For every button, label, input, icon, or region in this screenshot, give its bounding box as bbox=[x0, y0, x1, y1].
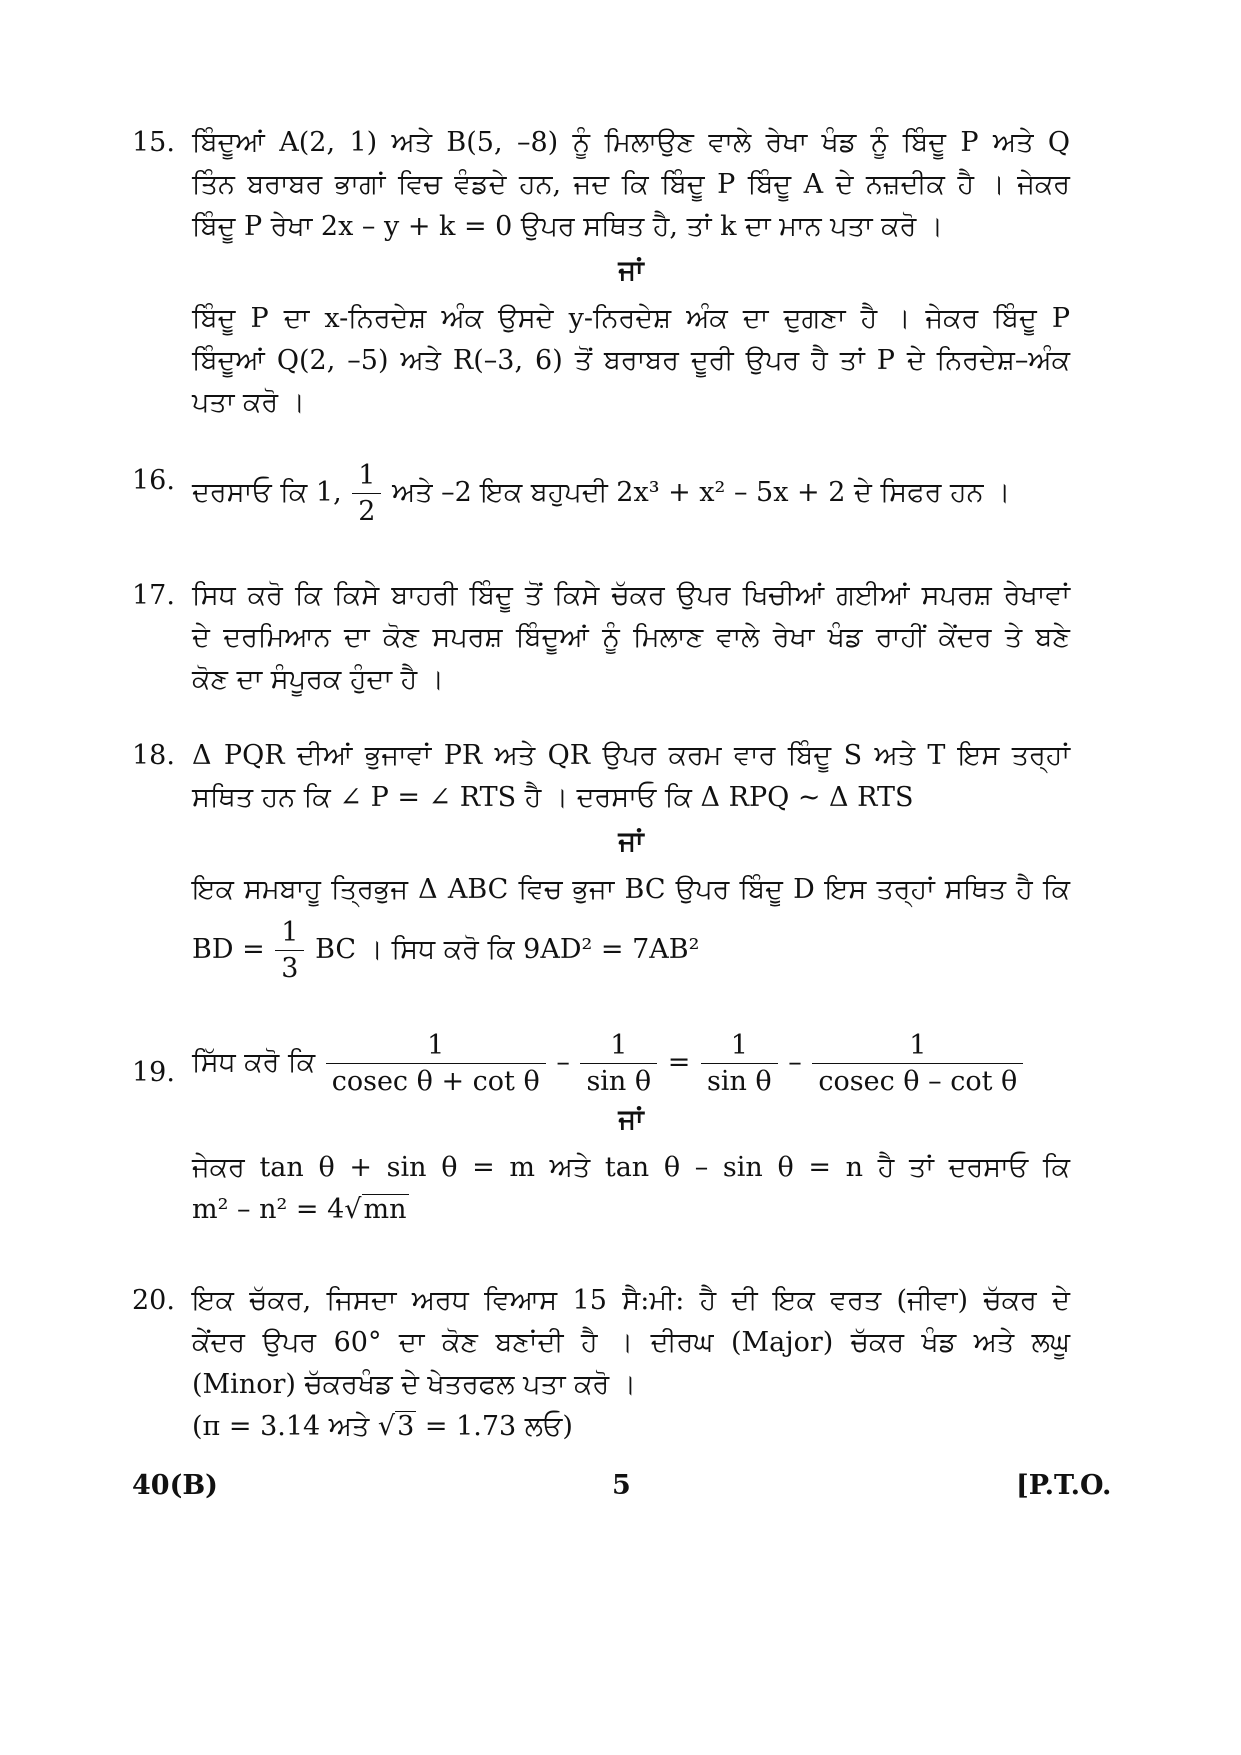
question-body bbox=[192, 460, 1070, 527]
question-text-line bbox=[192, 1406, 1070, 1448]
question-text-line: ਸਿਧ ਕਰੋ ਕਿ ਕਿਸੇ ਬਾਹਰੀ ਬਿੰਦੂ ਤੋਂ ਕਿਸੇ ਚੱਕਰ ਉਪਰ ਖਿਚੀਆਂ ਗਈਆਂ ਸਪਰਸ਼ ਰੇਖਾਵਾਂ bbox=[192, 580, 1070, 611]
question-number: 16. bbox=[132, 465, 175, 496]
fraction-numerator: 1 bbox=[275, 917, 304, 951]
question-text-line: ਦੇ ਦਰਮਿਆਨ ਦਾ ਕੋਣ ਸਪਰਸ਼ ਬਿੰਦੂਆਂ ਨੂੰ ਮਿਲਾਣ ਵਾਲੇ ਰੇਖਾ ਖੰਡ ਰਾਹੀਂ ਕੇਂਦਰ ਤੇ ਬਣੇ bbox=[192, 622, 1070, 653]
text-segment: BC । ਸਿਧ ਕਰੋ ਕਿ 9AD² = 7AB² bbox=[315, 934, 700, 966]
minus-sign: – bbox=[788, 1047, 802, 1079]
question-body bbox=[192, 735, 1070, 984]
text-segment: ਅਤੇ –2 ਇਕ ਬਹੁਪਦੀ 2x³ + x² – 5x + 2 ਦੇ ਸਿਫਰ ਹਨ । bbox=[392, 477, 1011, 509]
question-text-line bbox=[192, 460, 1070, 527]
question-number: 19. bbox=[132, 1057, 175, 1088]
question-18 bbox=[132, 735, 1070, 984]
paper-code: 40(B) bbox=[132, 1470, 218, 1501]
question-number: 17. bbox=[132, 580, 175, 611]
question-text-line: ਬਿੰਦੂਆਂ Q(2, –5) ਅਤੇ R(–3, 6) ਤੋਂ ਬਰਾਬਰ ਦੂਰੀ ਉਪਰ ਹੈ ਤਾਂ P ਦੇ ਨਿਰਦੇਸ਼–ਅੰਕ bbox=[192, 345, 1070, 376]
text-segment: BD = bbox=[192, 934, 265, 966]
text-segment: (π = 3.14 ਅਤੇ bbox=[192, 1411, 370, 1442]
question-number: 15. bbox=[132, 127, 175, 158]
fraction-denominator: 3 bbox=[281, 953, 299, 985]
sqrt-radicand: 3 bbox=[397, 1411, 415, 1442]
fraction-denominator: 2 bbox=[358, 496, 376, 528]
question-text-line: ਜੇਕਰ tan θ + sin θ = m ਅਤੇ tan θ – sin θ = n ਹੈ ਤਾਂ ਦਰਸਾਓ ਕਿ bbox=[192, 1152, 1070, 1184]
question-text-line: Δ PQR ਦੀਆਂ ਭੁਜਾਵਾਂ PR ਅਤੇ QR ਉਪਰ ਕਰਮ ਵਾਰ ਬਿੰਦੂ S ਅਤੇ T ਇਸ ਤਰ੍ਹਾਂ bbox=[192, 740, 1070, 771]
page-number: 5 bbox=[612, 1470, 631, 1501]
question-text-line: ਕੇਂਦਰ ਉਪਰ 60° ਦਾ ਕੋਣ ਬਣਾਂਦੀ ਹੈ । ਦੀਰਘ (Major) ਚੱਕਰ ਖੰਡ ਅਤੇ ਲਘੂ bbox=[192, 1327, 1070, 1358]
fraction-cosec-plus-cot bbox=[326, 1030, 546, 1097]
question-text-line: ਕੋਣ ਦਾ ਸੰਪੂਰਕ ਹੁੰਦਾ ਹੈ । bbox=[192, 664, 445, 695]
question-20 bbox=[132, 1280, 1070, 1448]
question-text-line: ਬਿੰਦੂ P ਦਾ x-ਨਿਰਦੇਸ਼ ਅੰਕ ਉਸਦੇ y-ਨਿਰਦੇਸ਼ ਅੰਕ ਦਾ ਦੁਗਣਾ ਹੈ । ਜੇਕਰ ਬਿੰਦੂ P bbox=[192, 303, 1070, 334]
fraction-numerator: 1 bbox=[580, 1030, 657, 1064]
question-text-line bbox=[192, 917, 1070, 984]
fraction-numerator: 1 bbox=[812, 1030, 1023, 1064]
fraction-denominator: sin θ bbox=[706, 1066, 772, 1098]
question-text-line bbox=[192, 1189, 1070, 1231]
sqrt-radical-sign: √ bbox=[344, 1194, 362, 1226]
or-separator: ਜਾਂ bbox=[618, 255, 644, 286]
question-text-line: ਤਿੰਨ ਬਰਾਬਰ ਭਾਗਾਂ ਵਿਚ ਵੰਡਦੇ ਹਨ, ਜਦ ਕਿ ਬਿੰਦੂ P ਬਿੰਦੂ A ਦੇ ਨਜ਼ਦੀਕ ਹੈ । ਜੇਕਰ bbox=[192, 169, 1070, 200]
question-text-line: ਸਥਿਤ ਹਨ ਕਿ ∠ P = ∠ RTS ਹੈ । ਦਰਸਾਓ ਕਿ Δ RPQ ~ Δ RTS bbox=[192, 782, 914, 813]
question-text-line: ਪਤਾ ਕਰੋ । bbox=[192, 387, 305, 418]
fraction-sin bbox=[701, 1030, 778, 1097]
fraction-one-third bbox=[275, 917, 304, 984]
question-17 bbox=[132, 575, 1070, 701]
fraction-sin bbox=[580, 1030, 657, 1097]
question-text-line: ਇਕ ਚੱਕਰ, ਜਿਸਦਾ ਅਰਧ ਵਿਆਸ 15 ਸੈ:ਮੀ: ਹੈ ਦੀ ਇਕ ਵਰਤ (ਜੀਵਾ) ਚੱਕਰ ਦੇ bbox=[192, 1285, 1070, 1316]
question-body bbox=[192, 575, 1070, 701]
fraction-denominator: cosec θ – cot θ bbox=[818, 1066, 1018, 1098]
or-separator: ਜਾਂ bbox=[618, 826, 644, 857]
question-text-line: ਬਿੰਦੂਆਂ A(2, 1) ਅਤੇ B(5, –8) ਨੂੰ ਮਿਲਾਉਣ ਵਾਲੇ ਰੇਖਾ ਖੰਡ ਨੂੰ ਬਿੰਦੂ P ਅਤੇ Q bbox=[192, 127, 1070, 158]
fraction-cosec-minus-cot bbox=[812, 1030, 1023, 1097]
question-text-line: (Minor) ਚੱਕਰਖੰਡ ਦੇ ਖੇਤਰਫਲ ਪਤਾ ਕਰੋ । bbox=[192, 1369, 637, 1400]
or-separator: ਜਾਂ bbox=[618, 1104, 644, 1136]
fraction-denominator: cosec θ + cot θ bbox=[331, 1066, 540, 1098]
question-text-line: ਇਕ ਸਮਬਾਹੂ ਤ੍ਰਿਭੁਜ Δ ABC ਵਿਚ ਭੁਜਾ BC ਉਪਰ ਬਿੰਦੂ D ਇਸ ਤਰ੍ਹਾਂ ਸਥਿਤ ਹੈ ਕਿ bbox=[192, 874, 1070, 905]
question-body bbox=[192, 122, 1070, 424]
text-segment: ਦਰਸਾਓ ਕਿ 1, bbox=[192, 477, 342, 509]
text-segment: m² – n² = 4 bbox=[192, 1194, 345, 1226]
sqrt-radicand: mn bbox=[363, 1194, 407, 1226]
question-number: 18. bbox=[132, 740, 175, 771]
question-15 bbox=[132, 122, 1070, 424]
sqrt-radical-sign: √ bbox=[377, 1411, 396, 1442]
minus-sign: – bbox=[556, 1047, 570, 1079]
identity-line bbox=[192, 1030, 1070, 1097]
fraction-numerator: 1 bbox=[352, 460, 381, 494]
fraction-numerator: 1 bbox=[326, 1030, 546, 1064]
please-turn-over: [P.T.O. bbox=[1016, 1470, 1112, 1501]
question-number: 20. bbox=[132, 1285, 175, 1316]
fraction-one-half bbox=[352, 460, 381, 527]
fraction-numerator: 1 bbox=[701, 1030, 778, 1064]
question-16 bbox=[132, 460, 1070, 527]
text-segment: = 1.73 ਲਓ) bbox=[424, 1411, 573, 1442]
fraction-denominator: sin θ bbox=[586, 1066, 652, 1098]
question-text-line: ਬਿੰਦੂ P ਰੇਖਾ 2x – y + k = 0 ਉਪਰ ਸਥਿਤ ਹੈ, ਤਾਂ k ਦਾ ਮਾਨ ਪਤਾ ਕਰੋ । bbox=[192, 211, 944, 242]
question-body bbox=[192, 1030, 1070, 1231]
equals-sign: = bbox=[667, 1047, 691, 1079]
question-19 bbox=[132, 1030, 1070, 1231]
question-body bbox=[192, 1280, 1070, 1448]
text-segment: ਸਿੱਧ ਕਰੋ ਕਿ bbox=[192, 1047, 316, 1079]
